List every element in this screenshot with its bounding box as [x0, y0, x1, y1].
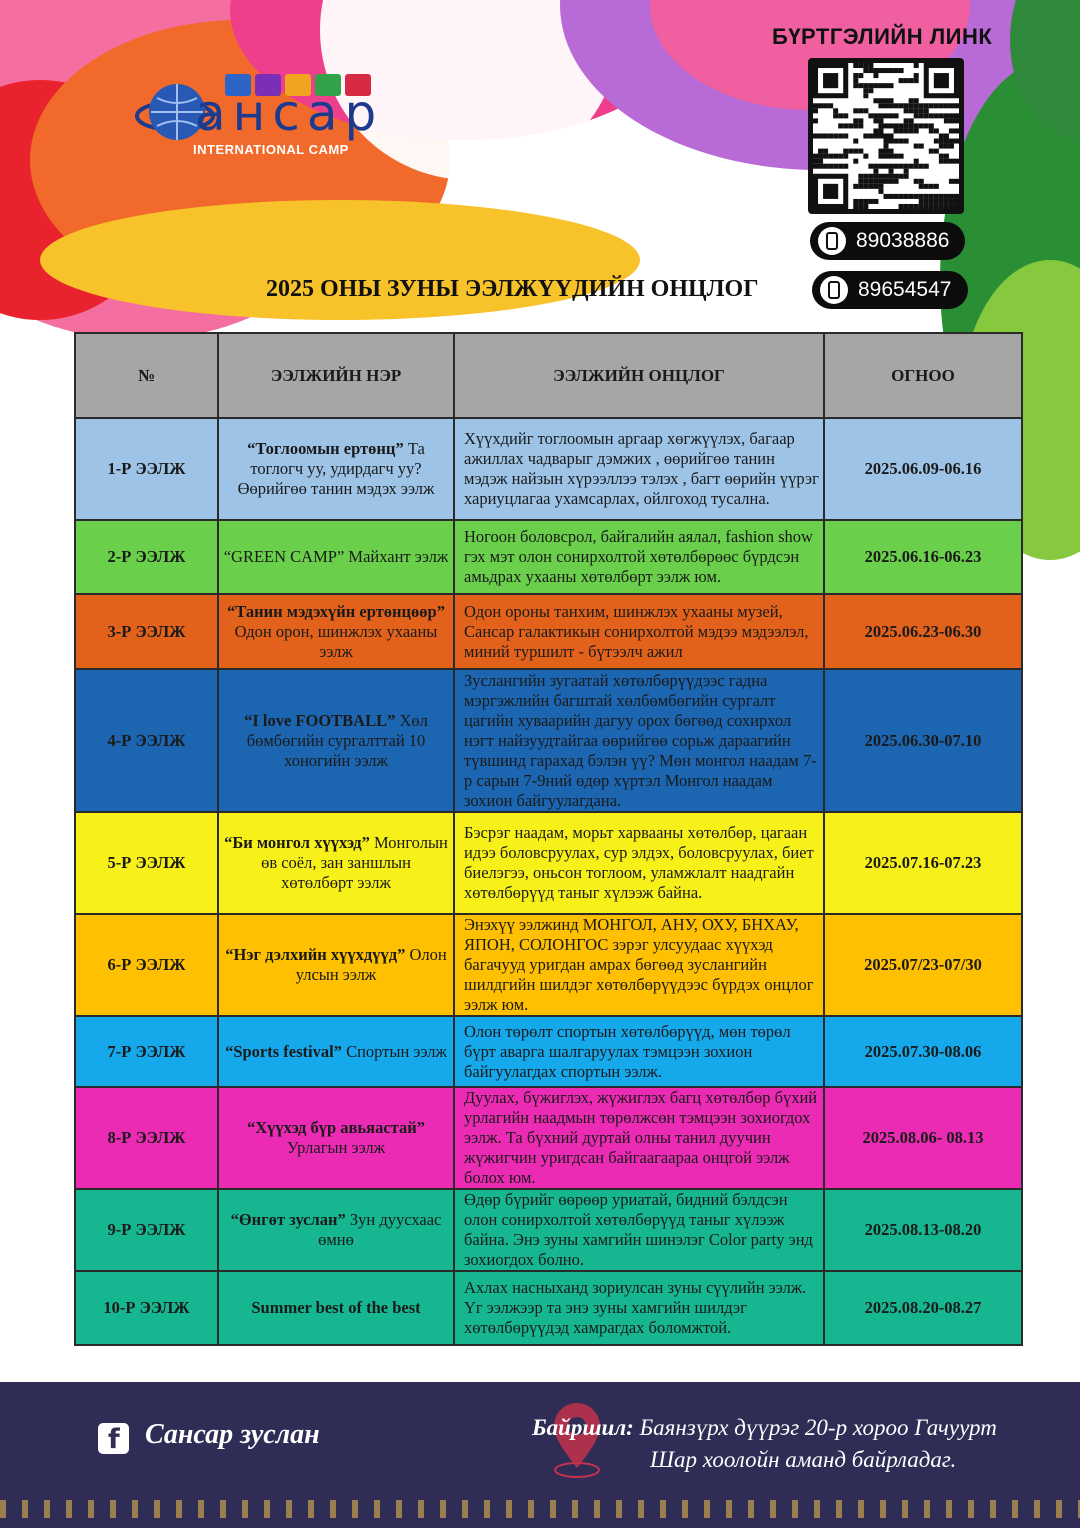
session-name [218, 914, 454, 1016]
session-date: 2025.07.16-07.23 [824, 812, 1022, 914]
session-number: 3-Р ЭЭЛЖ [75, 594, 218, 669]
session-number: 8-Р ЭЭЛЖ [75, 1087, 218, 1189]
table-row [75, 520, 1022, 594]
session-number: 4-Р ЭЭЛЖ [75, 669, 218, 812]
session-date: 2025.07.30-08.06 [824, 1016, 1022, 1087]
table-row [75, 914, 1022, 1016]
phone-badge-1[interactable] [810, 222, 965, 260]
table-row [75, 669, 1022, 812]
logo-subtitle: INTERNATIONAL CAMP [193, 142, 349, 157]
session-description: Олон төрөлт спортын хөтөлбөрүүд, мөн төрөл бүрт аварга шалгаруулах тэмцээн зохион байгуулагдах спортын ээлж. [454, 1016, 824, 1087]
table-row [75, 812, 1022, 914]
session-date: 2025.07/23-07/30 [824, 914, 1022, 1016]
address-line-1: Байршил: Баянзүрх дүүрэг 20-р хороо Гачуурт [532, 1415, 997, 1440]
session-name-title: “Өнгөт зуслан” [230, 1210, 346, 1229]
session-date: 2025.08.13-08.20 [824, 1189, 1022, 1271]
session-name [218, 418, 454, 520]
table-header-row [75, 333, 1022, 418]
session-name [218, 1016, 454, 1087]
session-name [218, 1189, 454, 1271]
session-name-subtitle: Спортын ээлж [346, 1041, 447, 1061]
session-number: 2-Р ЭЭЛЖ [75, 520, 218, 594]
session-name-subtitle: Хөл бөмбөгийн сургалттай 10 хоногийн ээлж [246, 710, 428, 770]
session-name-subtitle: Монголын өв соёл, зан заншлын хөтөлбөрт ээлж [261, 833, 448, 892]
session-name-title: “Тоглоомын ертөнц” [247, 439, 404, 458]
page-title: 2025 ОНЫ ЗУНЫ ЭЭЛЖҮҮДИЙН ОНЦЛОГ [266, 276, 759, 302]
session-number: 7-Р ЭЭЛЖ [75, 1016, 218, 1087]
session-description: Хүүхдийг тоглоомын аргаар хөгжүүлэх, багаар ажиллах чадварыг дэмжих , өөрийгөө танин мэдэж найзын хүрээллээ тэлэх , багт өөрийн үүрэг хариуцлагаа ухамсарлах, ойлгоход тусална. [454, 418, 824, 520]
header-date: ОГНОО [824, 333, 1022, 418]
session-name [218, 594, 454, 669]
session-name [218, 812, 454, 914]
session-date: 2025.06.23-06.30 [824, 594, 1022, 669]
session-number: 9-Р ЭЭЛЖ [75, 1189, 218, 1271]
session-description: Ахлах насныханд зориулсан зуны сүүлийн ээлж. Үг ээлжээр та энэ зуны хамгийн шилдэг хөтөлбөрүүдэд хамрагдах боломжтой. [454, 1271, 824, 1345]
table-row [75, 1189, 1022, 1271]
session-number: 1-Р ЭЭЛЖ [75, 418, 218, 520]
session-name-title: “I love FOOTBALL” [244, 710, 396, 730]
header-session-feature: ЭЭЛЖИЙН ОНЦЛОГ [454, 333, 824, 418]
session-date: 2025.06.09-06.16 [824, 418, 1022, 520]
session-number: 10-Р ЭЭЛЖ [75, 1271, 218, 1345]
phone-number: 89038886 [856, 229, 950, 252]
session-date: 2025.06.30-07.10 [824, 669, 1022, 812]
session-name-title: “Нэг дэлхийн хүүхдүүд” [225, 945, 406, 964]
session-name [218, 1271, 454, 1345]
session-name-subtitle: Одон орон, шинжлэх ухааны ээлж [234, 621, 438, 661]
schedule-table [74, 332, 1023, 1346]
session-name [218, 520, 454, 594]
session-description: Дуулах, бүжиглэх, жүжиглэх багц хөтөлбөр бүхий урлагийн наадмын төрөлжсөн тэмцээн зохиогдох ээлж. Та бүхний дуртай олны танил дуучин жүжигчин уригдсан байгаагаараа онцгой ээлж болох юм. [454, 1087, 824, 1189]
phone-number: 89654547 [858, 278, 952, 301]
table-row [75, 1087, 1022, 1189]
session-name-title: “Би монгол хүүхэд” [224, 833, 370, 852]
phone-badge-2[interactable] [812, 271, 968, 309]
facebook-page-name[interactable]: Сансар зуслан [145, 1419, 320, 1450]
table-row [75, 1271, 1022, 1345]
session-date: 2025.08.06- 08.13 [824, 1087, 1022, 1189]
session-description: Зуслангийн зугаатай хөтөлбөрүүдээс гадна мэргэжлийн багштай хөлбөмбөгийн сургалт цагийн хуваарийн дагуу орох бөгөөд сохирхол нэгт найзуудтайгаа өөрийгөө сорьж дараагийн түвшинд гарахад бэлэн үү? Мөн монгол наадам 7-р сарын 7-9ний өдөр хүртэл Монгол наадам зохион байгуулагдана. [454, 669, 824, 812]
header-session-name: ЭЭЛЖИЙН НЭР [218, 333, 454, 418]
session-name-subtitle: Олон улсын ээлж [295, 945, 447, 984]
session-name [218, 1087, 454, 1189]
session-name-title: “Sports festival” [225, 1041, 342, 1061]
registration-title: БҮРТГЭЛИЙН ЛИНК [772, 24, 993, 49]
session-description: Ногоон боловсрол, байгалийн аялал, fashion show гэх мэт олон сонирхолтой хөтөлбөрөөс бүрдсэн амьдрах ухааны хөтөлбөрт ээлж юм. [454, 520, 824, 594]
session-number: 6-Р ЭЭЛЖ [75, 914, 218, 1016]
session-name [218, 669, 454, 812]
session-date: 2025.06.16-06.23 [824, 520, 1022, 594]
session-description: Одон ороны танхим, шинжлэх ухааны музей, Сансар галактикын сонирхолтой мэдээ мэдээлэл, миний туршилт - бүтээлч ажил [454, 594, 824, 669]
session-name-subtitle: Зун дуусхаас өмнө [318, 1210, 442, 1249]
session-name-subtitle: Урлагын ээлж [286, 1138, 386, 1157]
session-name-title: “Танин мэдэхүйн ертөнцөөр” [227, 601, 445, 621]
session-date: 2025.08.20-08.27 [824, 1271, 1022, 1345]
session-number: 5-Р ЭЭЛЖ [75, 812, 218, 914]
footer-decoration [0, 1500, 1080, 1518]
session-name-subtitle: “GREEN CAMP” Майхант ээлж [223, 547, 449, 566]
sansar-logo [135, 70, 395, 165]
session-description: Энэхүү ээлжинд МОНГОЛ, АНУ, ОХУ, БНХАУ, ЯПОН, СОЛОНГОС зэрэг улсуудаас хүүхэд багачууд уригдан амрах бөгөөд зуслангийн шилдгийн шилдэг хөтөлбөрүүдээс бүрдэх онцлог ээлж юм. [454, 914, 824, 1016]
session-description: Бэсрэг наадам, морьт харвааны хөтөлбөр, цагаан идээ боловсруулах, сур элдэх, боловсруулах, биет биелэгээ, оньсон тоглоом, уламжлалт наадгайн хөтөлбөрүүд таныг хүлээж байна. [454, 812, 824, 914]
session-name-subtitle: Та тоглогч уу, удирдагч уу? Өөрийгөө танин мэдэх ээлж [237, 439, 435, 498]
header-number: № [75, 333, 218, 418]
session-name-title: “Хүүхэд бүр авьяастай” [247, 1118, 425, 1137]
address-label: Байршил: [532, 1415, 634, 1440]
session-name-title: Summer best of the best [251, 1298, 421, 1317]
table-row [75, 594, 1022, 669]
logo-word: ансар [195, 84, 384, 142]
qr-code-icon [813, 63, 959, 209]
qr-code[interactable] [808, 58, 964, 214]
session-description: Өдөр бүрийг өөрөөр уриатай, бидний бэлдсэн олон сонирхолтой хөтөлбөрүүд таныг хүлээж байна. Энэ зуны хамгийн шинэлэг Color party энд зохиогдох болно. [454, 1189, 824, 1271]
table-row [75, 1016, 1022, 1087]
facebook-icon[interactable]: f [98, 1423, 129, 1454]
phone-icon [820, 276, 848, 304]
table-row [75, 418, 1022, 520]
phone-icon [818, 227, 846, 255]
address-line-2: Шар хоолойн аманд байрладаг. [650, 1447, 957, 1472]
